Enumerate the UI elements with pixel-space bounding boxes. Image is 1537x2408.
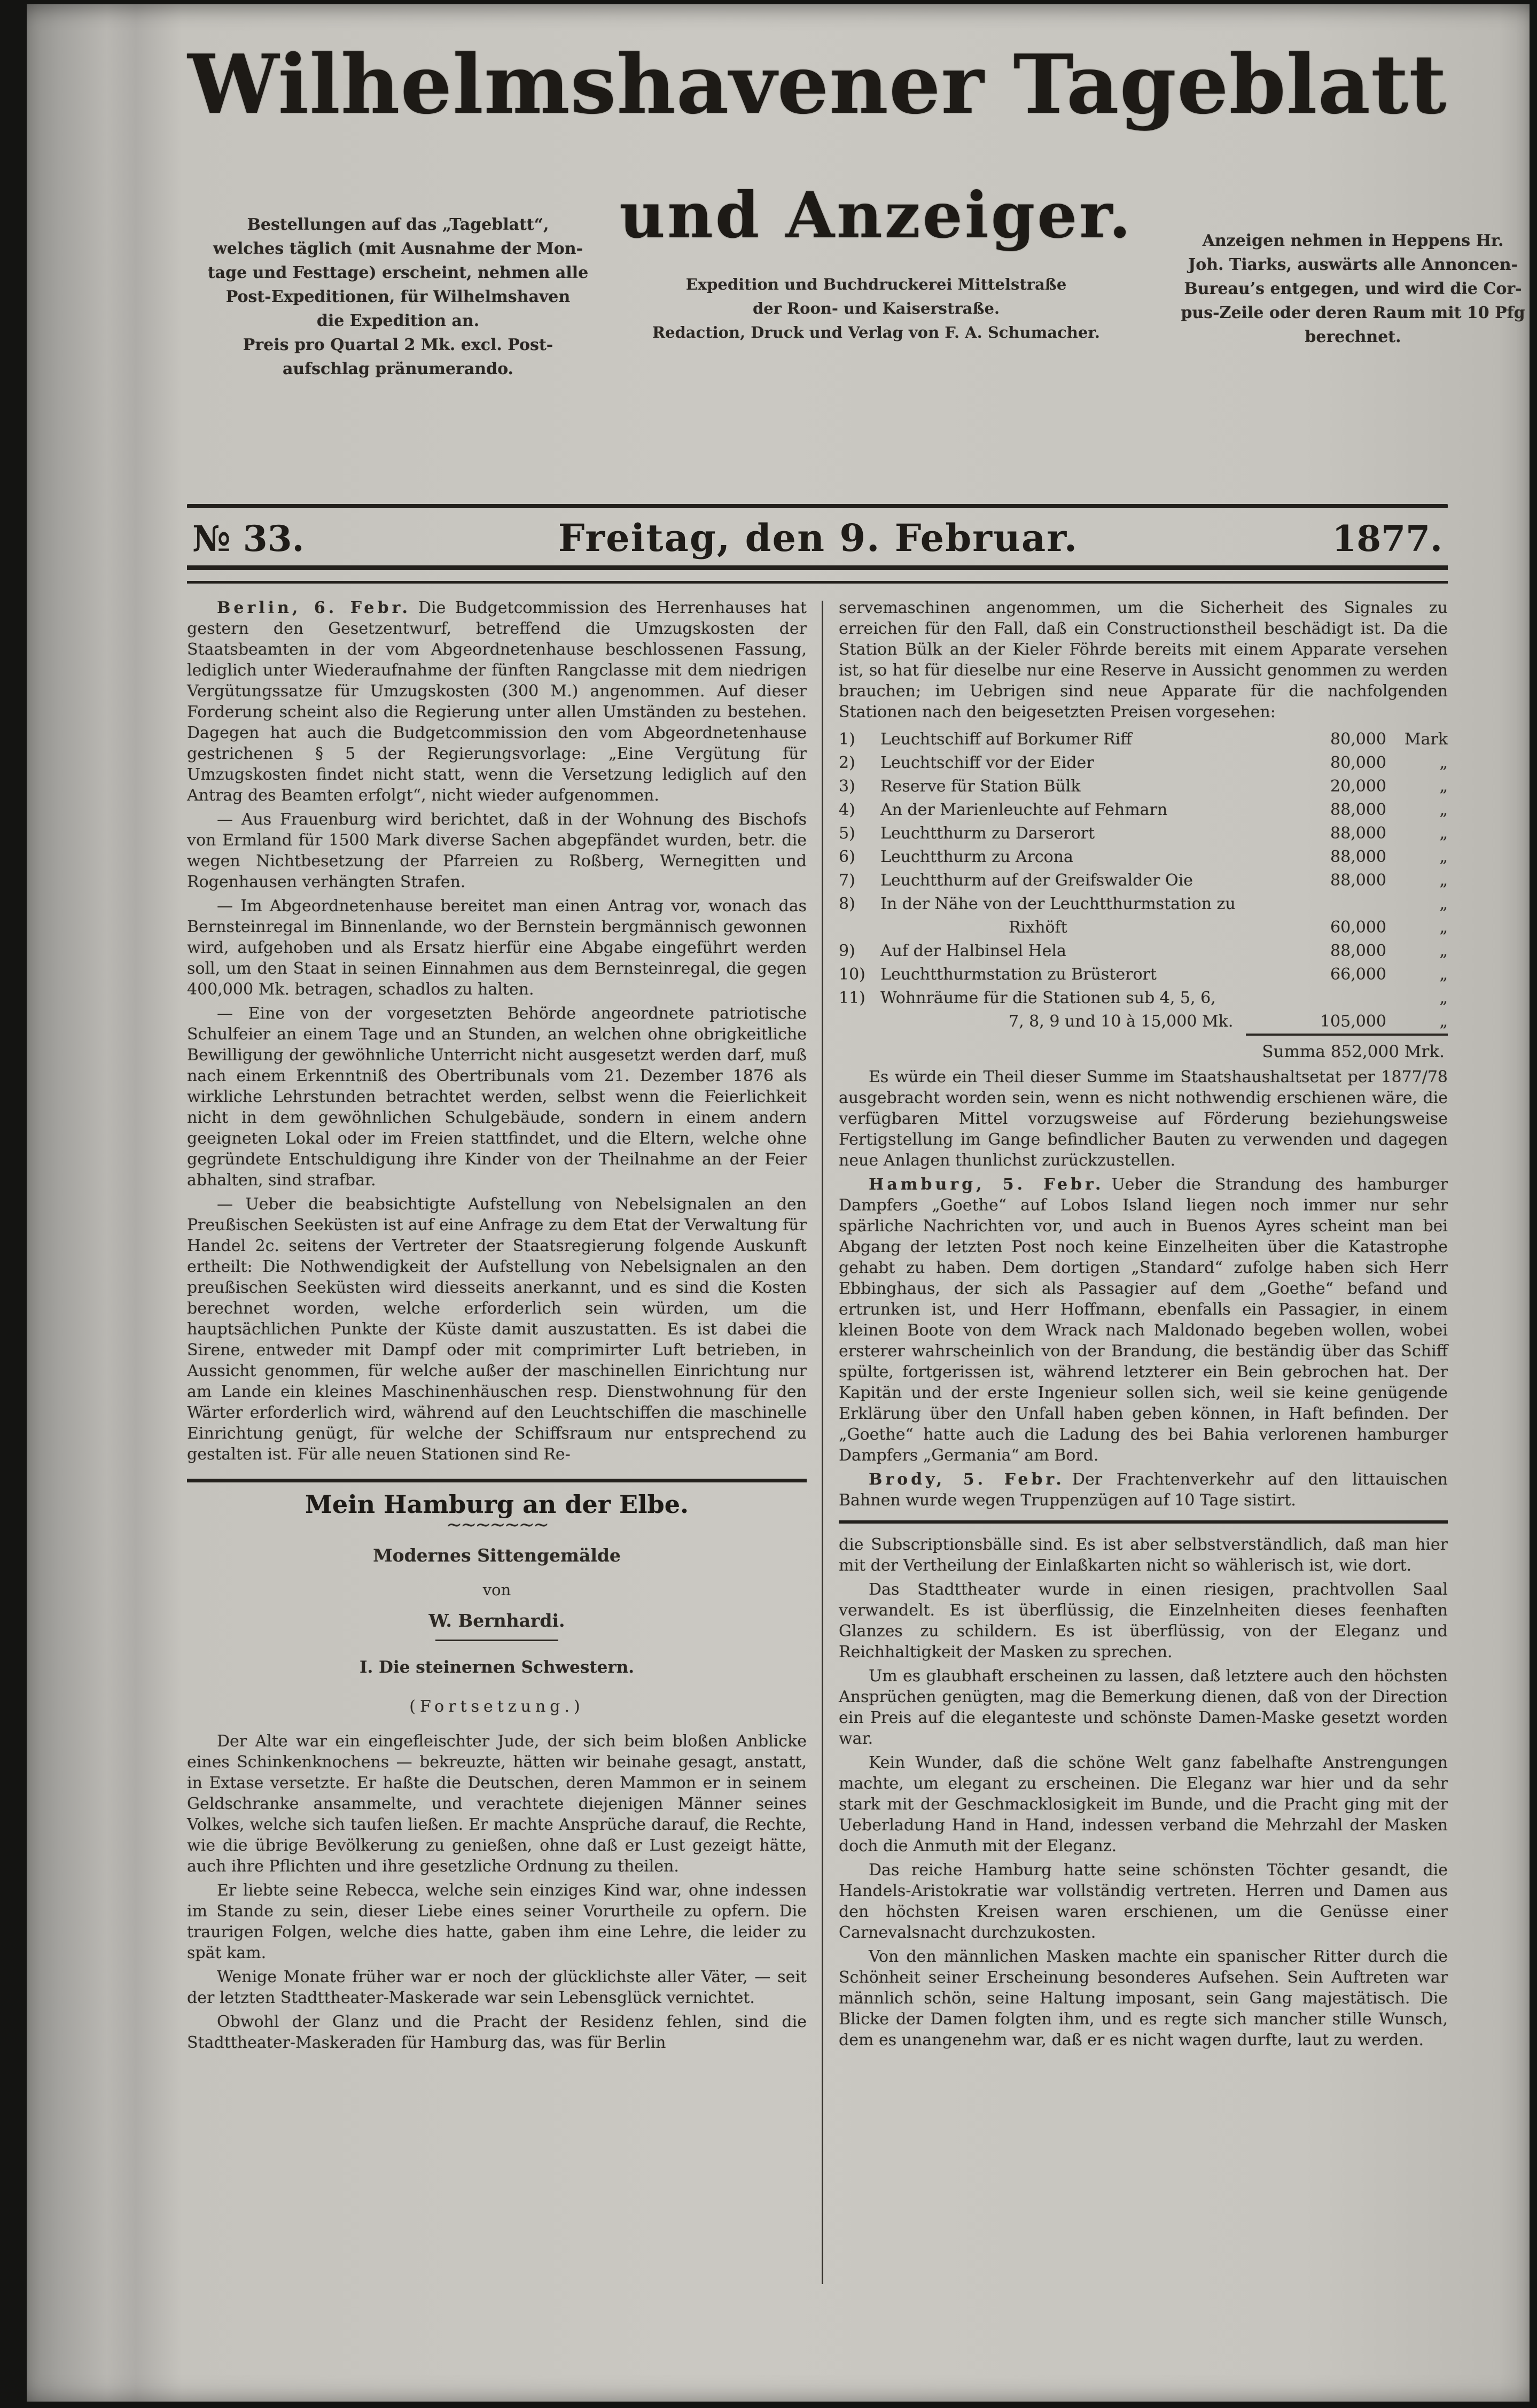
row-unit: „ <box>1439 754 1448 772</box>
row-price: 88,000 <box>1330 942 1386 960</box>
row-unit: „ <box>1439 777 1448 796</box>
row-price <box>1293 986 1386 1010</box>
subscription-notice <box>187 213 609 381</box>
row-number: 4) <box>839 801 855 819</box>
feuilleton-von: von <box>482 1581 511 1599</box>
row-number: 7) <box>839 871 855 890</box>
row-unit: „ <box>1439 965 1448 984</box>
news-paragraph <box>187 597 807 806</box>
feuilleton-continuation: (Fortsetzung.) <box>409 1697 584 1716</box>
feuilleton-paragraph <box>839 1534 1448 1576</box>
paragraph-text: — Ueber die beabsichtigte Aufstellung von Nebelsignalen an den Preußischen Seeküsten ist auf eine Anfrage zu dem Etat der Verwaltung für Handel 2c. seitens der Vertreter der Staatsregierung folgende Auskunft ertheilt: Die Nothwendigkeit der Aufstellung von Nebelsignalen an den preußischen Seeküsten wird diesseits anerkannt, und es sind die Kosten berechnet worden, welche erforderlich sein würden, um die hauptsächlichen Punkte der Küste damit auszustatten. Es ist dabei die Sirene, entweder mit Dampf oder mit comprimirter Luft betrieben, in Aussicht genommen, für welche außer der maschinellen Einrichtung nur am Lande ein kleines Maschinenhäuschen resp. Dienstwohnung für den Wärter erforderlich wird, während auf den Leuchtschiffen die maschinelle Einrichtung genügt, für welche der Schiffsraum nur entsprechend zu gestalten ist. Für alle neuen Stationen sind Re- <box>187 1195 807 1464</box>
right-column <box>839 597 1448 2056</box>
paragraph-text: Obwohl der Glanz und die Pracht der Residenz fehlen, sind die Stadttheater-Maskeraden für Hamburg das, was für Berlin <box>187 2013 807 2052</box>
row-label: Wohnräume für die Stationen sub 4, 5, 6, <box>880 989 1216 1007</box>
masthead <box>187 34 1525 504</box>
dateline-lead: Brody, 5. Febr. <box>869 1470 1065 1489</box>
paragraph-text: Kein Wunder, daß die schöne Welt ganz fabelhafte Anstrengungen machte, um elegant zu erscheinen. Die Eleganz war hier und da sehr stark mit der Geschmacklosigkeit im Bunde, und die Pracht ging mit der Ueberladung Hand in Hand, indessen verband die Mehrzahl der Masken doch die Anmuth mit der Eleganz. <box>839 1753 1448 1855</box>
paragraph-text: Die Budgetcommission des Herrenhauses hat gestern den Gesetzentwurf, betreffend die Umzugskosten der Staatsbeamten in der vom Abgeordnetenhause beschlossenen Fassung, lediglich unter Wiederaufnahme der fünften Rangclasse mit dem niedrigen Vergütungssatze für Umzugskosten (300 M.) angenommen. Auf dieser Forderung scheint also die Regierung unter allen Umständen zu bestehen. Dagegen hat auch die Budgetcommission den vom Abgeordnetenhause gestrichenen § 5 der Regierungsvorlage: „Eine Vergütung für Umzugskosten findet nicht statt, wenn die Versetzung lediglich auf den Antrag des Beamten erfolgt“, nicht wieder aufgenommen. <box>187 599 807 805</box>
feuilleton-author: W. Bernhardi. <box>428 1610 565 1631</box>
news-paragraph <box>839 1174 1448 1466</box>
rule <box>187 504 1448 508</box>
feuilleton-paragraph <box>839 1946 1448 2050</box>
row-price <box>1293 892 1386 916</box>
price-row <box>839 939 1448 963</box>
issue-number: № 33. <box>192 518 305 560</box>
row-label: Leuchtschiff auf Borkumer Riff <box>880 730 1132 749</box>
paragraph-text: Wenige Monate früher war er noch der glücklichste aller Väter, — seit der letzten Stadttheater-Maskerade war sein Lebensglück vernichtet. <box>187 1968 807 2007</box>
row-price: 88,000 <box>1330 801 1386 819</box>
row-unit: „ <box>1439 1012 1448 1031</box>
subscription-line: aufschlag pränumerando. <box>282 360 513 378</box>
row-number: 10) <box>839 965 865 984</box>
feuilleton-paragraph <box>839 1752 1448 1857</box>
news-paragraph <box>187 809 807 892</box>
summa-total: Summa 852,000 Mrk. <box>1246 1034 1448 1065</box>
price-row <box>839 728 1448 751</box>
paragraph-text: Er liebte seine Rebecca, welche sein einziges Kind war, ohne indessen im Stande zu sein, dieser Liebe eines seiner Vorurtheile zu opfern. Die traurigen Folgen, welche dies hatte, gaben ihm eine Lehre, die leider zu spät kam. <box>187 1881 807 1962</box>
newspaper-subtitle: und Anzeiger. <box>619 178 1133 252</box>
price-row <box>839 845 1448 869</box>
rule <box>187 565 1448 584</box>
paragraph-text: Von den männlichen Masken machte ein spanischer Ritter durch die Schönheit seiner Erscheinung besonderes Aufsehen. Sein Auftreten war männlich schön, seine Haltung imposant, sein Gang majestätisch. Die Blicke der Damen folgten ihm, und es regte sich mancher stille Wunsch, dem es unangenehm war, daß er es nicht wagen durfte, laut zu werden. <box>839 1947 1448 2049</box>
advertising-line: Bureau’s entgegen, und wird die Cor- <box>1184 279 1522 298</box>
paragraph-text: Der Frachtenverkehr auf den littauischen Bahnen wurde wegen Truppenzügen auf 10 Tage sistirt. <box>839 1470 1448 1510</box>
feuilleton-paragraph <box>187 2011 807 2053</box>
issue-date: Freitag, den 9. Februar. <box>558 516 1079 560</box>
row-label: Leuchtthurmstation zu Brüsterort <box>880 965 1157 984</box>
price-row <box>839 751 1448 775</box>
price-row <box>839 1010 1448 1034</box>
price-row <box>839 963 1448 986</box>
advertising-line: Anzeigen nehmen in Heppens Hr. <box>1202 231 1504 250</box>
imprint-line: Expedition und Buchdruckerei Mittelstraße <box>685 275 1067 293</box>
paragraph-text: die Subscriptionsbälle sind. Es ist aber selbstverständlich, daß man hier mit der Vertheilung der Einlaßkarten nicht so wählerisch ist, wie dort. <box>839 1535 1448 1575</box>
row-label: In der Nähe von der Leuchtthurmstation zu <box>880 895 1236 913</box>
paragraph-text: Es würde ein Theil dieser Summe im Staatshaushaltsetat per 1877/78 ausgebracht worden sein, wenn es nicht nothwendig erschienen wäre, die verfügbaren Mittel vorzugsweise auf Förderung beziehungsweise Fertigstellung im Gange befindlicher Bauten zu verwenden und dagegen neue Anlagen thunlichst zurückzustellen. <box>839 1068 1448 1170</box>
row-price: 60,000 <box>1330 918 1386 937</box>
imprint-line: Redaction, Druck und Verlag von F. A. Schumacher. <box>652 323 1101 341</box>
row-label: Leuchtschiff vor der Eider <box>880 754 1094 772</box>
subscription-line: tage und Festtage) erscheint, nehmen alle <box>207 263 589 282</box>
summa-row <box>839 1034 1448 1065</box>
price-list <box>839 728 1448 1065</box>
news-paragraph <box>187 1194 807 1465</box>
feuilleton-paragraph <box>187 1880 807 1963</box>
paragraph-text: — Aus Frauenburg wird berichtet, daß in der Wohnung des Bischofs von Ermland für 1500 Mark diverse Sachen abgepfändet wurden, betr. die wegen Nichtbesetzung der Pfarreien zu Roßberg, Wernegitten und Rogenhausen verhängten Strafen. <box>187 810 807 891</box>
row-label: Auf der Halbinsel Hela <box>880 942 1066 960</box>
price-row <box>839 798 1448 822</box>
price-row <box>839 916 1448 939</box>
row-label: Leuchtthurm zu Arcona <box>880 848 1073 866</box>
feuilleton-genre: Modernes Sittengemälde <box>373 1545 621 1566</box>
feuilleton-paragraph <box>839 1666 1448 1749</box>
paragraph-text: Um es glaubhaft erscheinen zu lassen, daß letztere auch den höchsten Ansprüchen genügten, mag die Bemerkung dienen, daß von der Direction ein Preis auf die eleganteste und schönste Damen-Maske gesetzt worden war. <box>839 1667 1448 1748</box>
paragraph-text: servemaschinen angenommen, um die Sicherheit des Signales zu erreichen für den Fall, daß ein Constructionstheil beschädigt ist. Da die Station Bülk an der Kieler Föhrde bereits mit einem Apparate versehen ist, so hat für dieselbe nur eine Reserve in Aussicht genommen zu werden brauchen; im Uebrigen sind neue Apparate für die nachfolgenden Stationen nach den beigesetzten Preisen vorgesehen: <box>839 599 1448 721</box>
row-label: An der Marienleuchte auf Fehmarn <box>880 801 1168 819</box>
row-unit: „ <box>1439 942 1448 960</box>
advertising-line: berechnet. <box>1305 328 1401 346</box>
feuilleton-title: Mein Hamburg an der Elbe. <box>305 1490 689 1519</box>
masthead-center <box>614 178 1138 345</box>
section-rule <box>187 1479 807 1482</box>
row-number: 11) <box>839 989 865 1007</box>
row-unit: „ <box>1439 848 1448 866</box>
paragraph-text: Das Stadttheater wurde in einen riesigen, prachtvollen Saal verwandelt. Es ist überflüssig, die Einzelnheiten dieses feenhaften Glanzes zu schildern. Es ist überflüssig, von der Eleganz und Reichhaltigkeit der Masken zu sprechen. <box>839 1580 1448 1661</box>
price-row <box>839 892 1448 916</box>
advertising-line: Joh. Tiarks, auswärts alle Annoncen- <box>1188 255 1518 274</box>
body-columns <box>187 597 1448 2056</box>
row-price: 80,000 <box>1330 754 1386 772</box>
row-label: Reserve für Station Bülk <box>880 777 1081 796</box>
feuilleton-paragraph <box>187 1731 807 1877</box>
divider-line <box>435 1640 558 1641</box>
advertising-line: pus-Zeile oder deren Raum mit 10 Pfg <box>1181 304 1525 322</box>
imprint-line: der Roon- und Kaiserstraße. <box>752 299 1000 317</box>
feuilleton-header <box>187 1490 807 1717</box>
paragraph-text: Der Alte war ein eingefleischter Jude, der sich beim bloßen Anblicke eines Schinkenknochens — bekreuzte, hätten wir beinahe gesagt, anstatt, in Extase versetzte. Er haßte die Deutschen, deren Mammon er in seinem Geldschranke ansammelte, und verachtete diejenigen Männer seines Volkes, welche sich taufen ließen. Er machte Ansprüche darauf, die Rechte, wie die übrige Bevölkerung zu genießen, ohne daß er Lust gezeigt hätte, auch ihre Pflichten und ihre gesetzliche Ordnung zu theilen. <box>187 1732 807 1876</box>
dateline-lead: Hamburg, 5. Febr. <box>869 1175 1104 1194</box>
row-unit: „ <box>1439 824 1448 843</box>
subscription-line: die Expedition an. <box>316 312 480 330</box>
price-row <box>839 822 1448 845</box>
dateline <box>187 508 1448 565</box>
row-price: 88,000 <box>1330 871 1386 890</box>
subscription-line: Post-Expeditionen, für Wilhelmshaven <box>225 288 571 306</box>
feuilleton-chapter: I. Die steinernen Schwestern. <box>359 1658 635 1677</box>
news-paragraph <box>839 1067 1448 1171</box>
row-unit: „ <box>1439 989 1448 1007</box>
page-content <box>187 34 1525 2056</box>
news-paragraph <box>187 896 807 1000</box>
row-unit: Mark <box>1404 730 1448 749</box>
subscription-line: Preis pro Quartal 2 Mk. excl. Post- <box>243 336 553 354</box>
row-number <box>839 1010 880 1034</box>
row-number: 2) <box>839 754 855 772</box>
left-column <box>187 597 807 2056</box>
newspaper-title: Wilhelmshavener Tageblatt <box>188 36 1447 132</box>
row-label: Leuchtthurm auf der Greifswalder Oie <box>880 871 1193 890</box>
paragraph-text: Ueber die Strandung des hamburger Dampfers „Goethe“ auf Lobos Island liegen noch immer nur sehr spärliche Nachrichten vor, und auch in Buenos Ayres scheint man bei Abgang der letzten Post noch keine Einzelheiten über die Katastrophe gehabt zu haben. Dem dortigen „Standard“ zufolge haben sich Herr Ebbinghaus, der sich als Passagier auf dem „Goethe“ befand und ertrunken ist, und Herr Hoffmann, ebenfalls ein Passagier, in einem kleinen Boote von dem Wrack nach Maldonado begeben wollen, wobei ersterer wahrscheinlich von der Brandung, die beständig über das Schiff spülte, fortgerissen ist, während letzterer ein Bein gebrochen hat. Der Kapitän und der erste Ingenieur sollen sich, weil sie keine genügende Erklärung über den Unfall haben geben können, in Haft befinden. Der „Goethe“ hatte auch die Ladung des bei Bahia verlorenen hamburger Dampfers „Germania“ am Bord. <box>839 1175 1448 1465</box>
row-price: 80,000 <box>1330 730 1386 749</box>
news-paragraph <box>839 597 1448 723</box>
price-row <box>839 869 1448 892</box>
paragraph-text: — Im Abgeordnetenhause bereitet man einen Antrag vor, wonach das Bernsteinregal im Binnenlande, wo der Bernstein bergmännisch gewonnen wird, aufgehoben und als Ersatz hierfür eine Abgabe eingeführt werden soll, um den Staat in seinen Einnahmen aus dem Bernsteinregal, die gegen 400,000 Mk. betragen, schadlos zu halten. <box>187 897 807 999</box>
feuilleton-paragraph <box>839 1579 1448 1663</box>
paragraph-text: — Eine von der vorgesetzten Behörde angeordnete patriotische Schulfeier an einem Tage und an Stunden, an welchen ohne obrigkeitliche Bewilligung der gewöhnliche Unterricht nicht ausgesetzt werden darf, muß nach einem Erkenntniß des Obertribunals vom 21. Dezember 1876 als wirkliche Lehrstunden betrachtet werden, selbst wenn die Feierlichkeit nicht in dem gewöhnlichen Schulgebäude, sondern in einem andern geeigneten Lokal oder im Freien stattfindet, und die Eltern, welche ohne gegründete Entschuldigung ihre Kinder von der Theilnahme an der Feier abhalten, sind strafbar. <box>187 1004 807 1190</box>
row-number: 8) <box>839 895 855 913</box>
subscription-line: welches täglich (mit Ausnahme der Mon- <box>213 239 583 258</box>
ornament-squiggle: ~~~~~~~ <box>446 1514 548 1536</box>
row-unit: „ <box>1439 895 1448 913</box>
feuilleton-paragraph <box>839 1860 1448 1943</box>
row-unit: „ <box>1439 871 1448 890</box>
news-paragraph <box>187 1003 807 1191</box>
news-paragraph <box>839 1469 1448 1511</box>
subscription-line: Bestellungen auf das „Tageblatt“, <box>247 215 549 234</box>
row-price: 66,000 <box>1330 965 1386 984</box>
row-price: 105,000 <box>1320 1012 1386 1031</box>
row-price: 20,000 <box>1330 777 1386 796</box>
advertising-notice <box>1151 229 1537 349</box>
row-number: 5) <box>839 824 855 843</box>
paragraph-text: Das reiche Hamburg hatte seine schönsten Töchter gesandt, die Handels-Aristokratie war vollständig vertreten. Herren und Damen aus den höchsten Kreisen waren erschienen, um die Genüsse einer Carnevalsnacht durchzukosten. <box>839 1861 1448 1942</box>
row-number <box>839 916 880 939</box>
row-unit: „ <box>1439 801 1448 819</box>
row-number: 1) <box>839 730 855 749</box>
row-label: 7, 8, 9 und 10 à 15,000 Mk. <box>1009 1012 1234 1031</box>
dateline-lead: Berlin, 6. Febr. <box>217 599 411 617</box>
row-label: Rixhöft <box>1009 918 1067 937</box>
price-row <box>839 986 1448 1010</box>
row-label: Leuchtthurm zu Darserort <box>880 824 1095 843</box>
feuilleton-paragraph <box>187 1967 807 2008</box>
section-rule <box>839 1520 1448 1524</box>
row-price: 88,000 <box>1330 824 1386 843</box>
row-number: 3) <box>839 777 855 796</box>
newspaper-page <box>27 4 1530 2402</box>
row-number: 9) <box>839 942 855 960</box>
row-price: 88,000 <box>1330 848 1386 866</box>
row-unit: „ <box>1439 918 1448 937</box>
row-number: 6) <box>839 848 855 866</box>
issue-year: 1877. <box>1332 518 1442 560</box>
price-row <box>839 775 1448 798</box>
